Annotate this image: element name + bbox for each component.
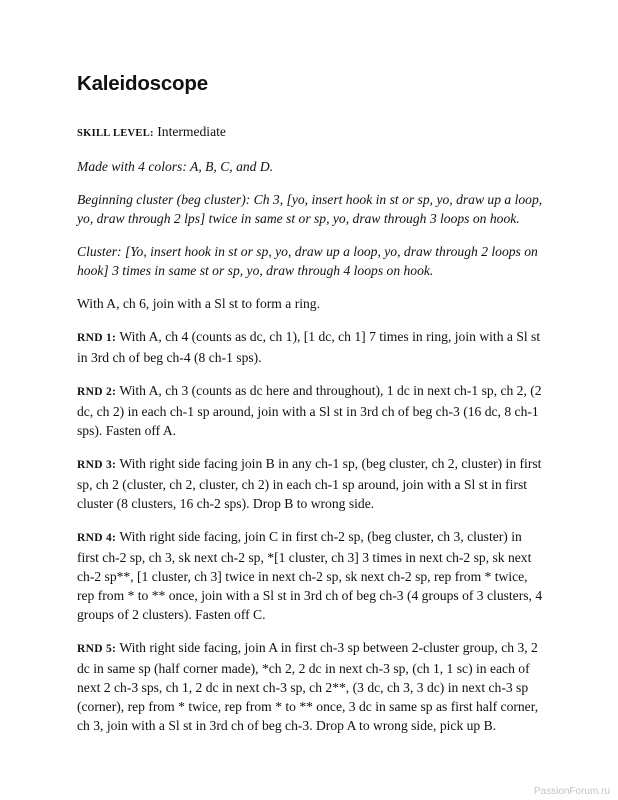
round-text: With right side facing, join C in first ch-2 sp, (beg cluster, ch 3, cluster) in first ch-2 sp, ch 3, sk next ch-2 sp, *[1 cluster, ch 3] 3 times in next ch-2 sp, sk next ch-2 sp**, [1 cluster, ch 3] twice in next ch-2 sp, sk next ch-2 sp, rep from * twice, rep from * to ** once, join with a Sl st in 3rd ch of beg ch-3 (4 groups of 3 clusters, 4 groups of 2 clusters). Fasten off C. [77, 529, 543, 622]
round-2 [77, 381, 547, 440]
round-4 [77, 527, 547, 624]
round-label: RND 4: [77, 532, 117, 544]
round-label: RND 3: [77, 459, 117, 471]
round-label: RND 1: [77, 332, 117, 344]
round-text: With A, ch 4 (counts as dc, ch 1), [1 dc, ch 1] 7 times in ring, join with a Sl st in 3rd ch of beg ch-4 (8 ch-1 sps). [77, 329, 541, 365]
beg-cluster-definition: Beginning cluster (beg cluster): Ch 3, [yo, insert hook in st or sp, yo, draw up a loop, yo, draw through 2 lps] twice in same st or sp, yo, draw through 3 loops on hook. [77, 192, 543, 226]
skill-level-value: Intermediate [153, 124, 226, 139]
round-text: With right side facing, join A in first ch-3 sp between 2-cluster group, ch 3, 2 dc in same sp (half corner made), *ch 2, 2 dc in next ch-3 sp, (ch 1, 1 sc) in each of next 2 ch-3 sps, ch 1, 2 dc in next ch-3 sp, ch 2**, (3 dc, ch 3, 3 dc) in next ch-3 sp (corner), rep from * twice, rep from * to ** once, 3 dc in same sp as first half corner, ch 3, join with a Sl st in 3rd ch of beg ch-3. Drop A to wrong side, pick up B. [77, 640, 539, 733]
round-text: With right side facing join B in any ch-1 sp, (beg cluster, ch 2, cluster) in first sp, ch 2 (cluster, ch 2, cluster, ch 2) in each ch-1 sp around, join with a Sl st in first cluster (8 clusters, 16 ch-2 sps). Drop B to wrong side. [77, 456, 542, 511]
cluster-definition: Cluster: [Yo, insert hook in st or sp, yo, draw up a loop, yo, draw through 2 loops on hook] 3 times in same st or sp, yo, draw through 4 loops on hook. [77, 244, 538, 278]
site-watermark: PassionForum.ru [533, 786, 610, 797]
round-label: RND 2: [77, 386, 117, 398]
colors-note: Made with 4 colors: A, B, C, and D. [77, 159, 274, 174]
ring-instruction: With A, ch 6, join with a Sl st to form a ring. [77, 296, 320, 311]
pattern-title: Kaleidoscope [77, 72, 208, 95]
round-text: With A, ch 3 (counts as dc here and throughout), 1 dc in next ch-1 sp, ch 2, (2 dc, ch 2) in each ch-1 sp around, join with a Sl st in 3rd ch of beg ch-3 (16 dc, 8 ch-1 sps). Fasten off A. [77, 383, 542, 438]
round-3 [77, 454, 547, 513]
pattern-page [77, 72, 547, 749]
round-1 [77, 327, 547, 367]
skill-level-label: SKILL LEVEL: [77, 128, 154, 139]
round-5 [77, 638, 547, 735]
round-label: RND 5: [77, 643, 117, 655]
skill-level [77, 122, 547, 143]
